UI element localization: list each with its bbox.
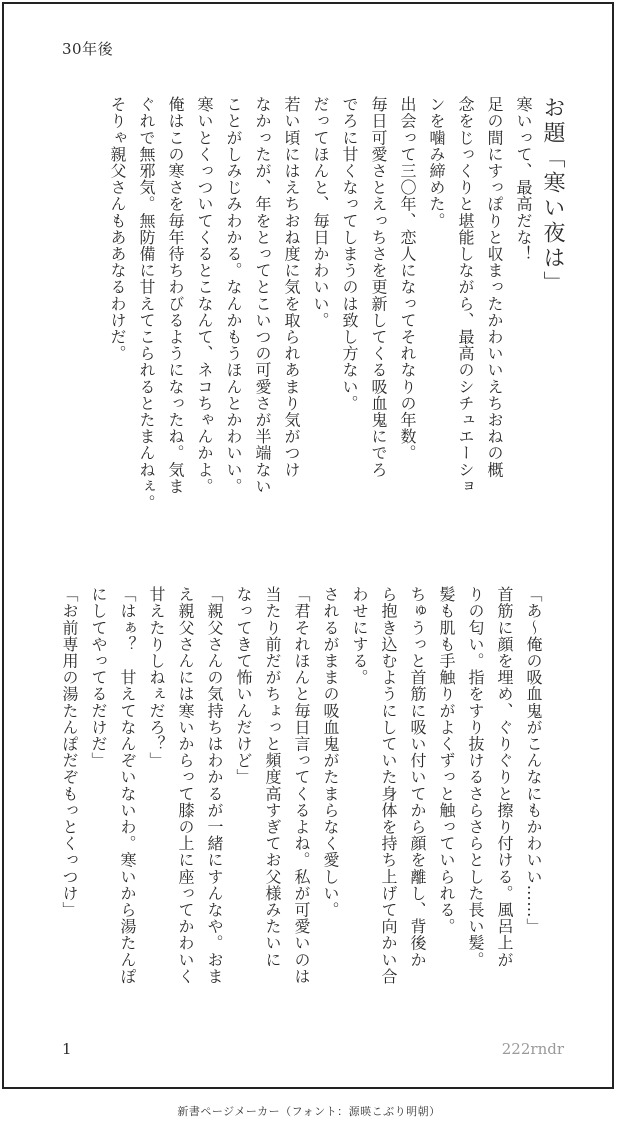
running-header: 30年後	[62, 40, 114, 58]
text-line: ンを噛み締めた。	[427, 96, 446, 229]
story-title: お題「寒い夜は」	[540, 96, 565, 296]
author-name: 222rndr	[501, 1040, 564, 1058]
text-line: 足の間にすっぽりと収まったかわいいえちおねの概	[485, 96, 504, 478]
text-line: 当たり前だがちょっと頻度高すぎてお父様みたいに	[263, 586, 282, 968]
text-line: 若い頃にはえちおね度に気を取られあまり気がつけ	[282, 96, 301, 478]
text-block-bottom	[55, 586, 548, 1016]
text-line: 「君それほんと毎日言ってくるよね。私が可愛いのは	[292, 586, 311, 985]
text-line: ちゅうっと首筋に吸い付いてから顔を離し、背後か	[408, 586, 427, 968]
generator-credit: 新書ページメーカー（フォント：源暎こぶり明朝）	[177, 1105, 441, 1118]
text-line: りの匂い。指をすり抜けるさらさらとした長い髪。	[466, 586, 485, 968]
text-line: 甘えたりしねぇだろ？」	[147, 586, 166, 769]
text-line: 首筋に顔を埋め、ぐりぐりと擦り付ける。風呂上が	[495, 586, 514, 968]
text-line: 「はぁ？ 甘えてなんぞいないわ。寒いから湯たんぽ	[118, 586, 137, 985]
text-line: 出会って三〇年、恋人になってそれなりの年数。	[398, 96, 417, 462]
text-line: なかったが、年をとってとこいつの可愛さが半端ない	[253, 96, 272, 495]
text-line: そりゃ親父さんもああなるわけだ。	[108, 96, 127, 362]
text-line: されるがままの吸血鬼がたまらなく愛しい。	[321, 586, 340, 918]
text-line: 念をじっくりと堪能しながら、最高のシチュエーショ	[456, 96, 475, 495]
text-line: 「親父さんの気持ちはわかるが一緒にすんなや。おま	[205, 586, 224, 985]
page-frame	[2, 2, 614, 1089]
text-line: ら抱き込むようにしていた身体を持ち上げて向かい合	[379, 586, 398, 985]
text-line: でろに甘くなってしまうのは致し方ない。	[340, 96, 359, 412]
text-line: ぐれで無邪気。無防備に甘えてこられるとたまんねぇ。	[137, 96, 156, 511]
text-line: 俺はこの寒さを毎年待ちわびるようになったね。気ま	[166, 96, 185, 495]
text-line: わせにする。	[350, 586, 369, 686]
text-line: 髪も肌も手触りがよくずっと触っていられる。	[437, 586, 456, 935]
page-number: 1	[62, 1040, 72, 1058]
text-line: 寒いって、最高だな！	[514, 96, 533, 262]
text-line: え親父さんには寒いからって膝の上に座ってかわいく	[176, 586, 195, 985]
text-line: 寒いとくっついてくるとこなんて、ネコちゃんかよ。	[195, 96, 214, 495]
text-line: 「お前専用の湯たんぽだぞもっとくっつけ」	[60, 586, 79, 918]
text-line: 毎日可愛さとえっちさを更新してくる吸血鬼にでろ	[369, 96, 388, 478]
text-line: ことがしみじみわかる。なんかもうほんとかわいい。	[224, 96, 243, 495]
text-line: にしてやってるだけだ」	[89, 586, 108, 769]
text-block-top	[103, 96, 567, 526]
text-line: だってほんと、毎日かわいい。	[311, 96, 330, 329]
text-line: 「あ～俺の吸血鬼がこんなにもかわいい……」	[524, 586, 543, 935]
text-line: なってきて怖いんだけど」	[234, 586, 253, 786]
